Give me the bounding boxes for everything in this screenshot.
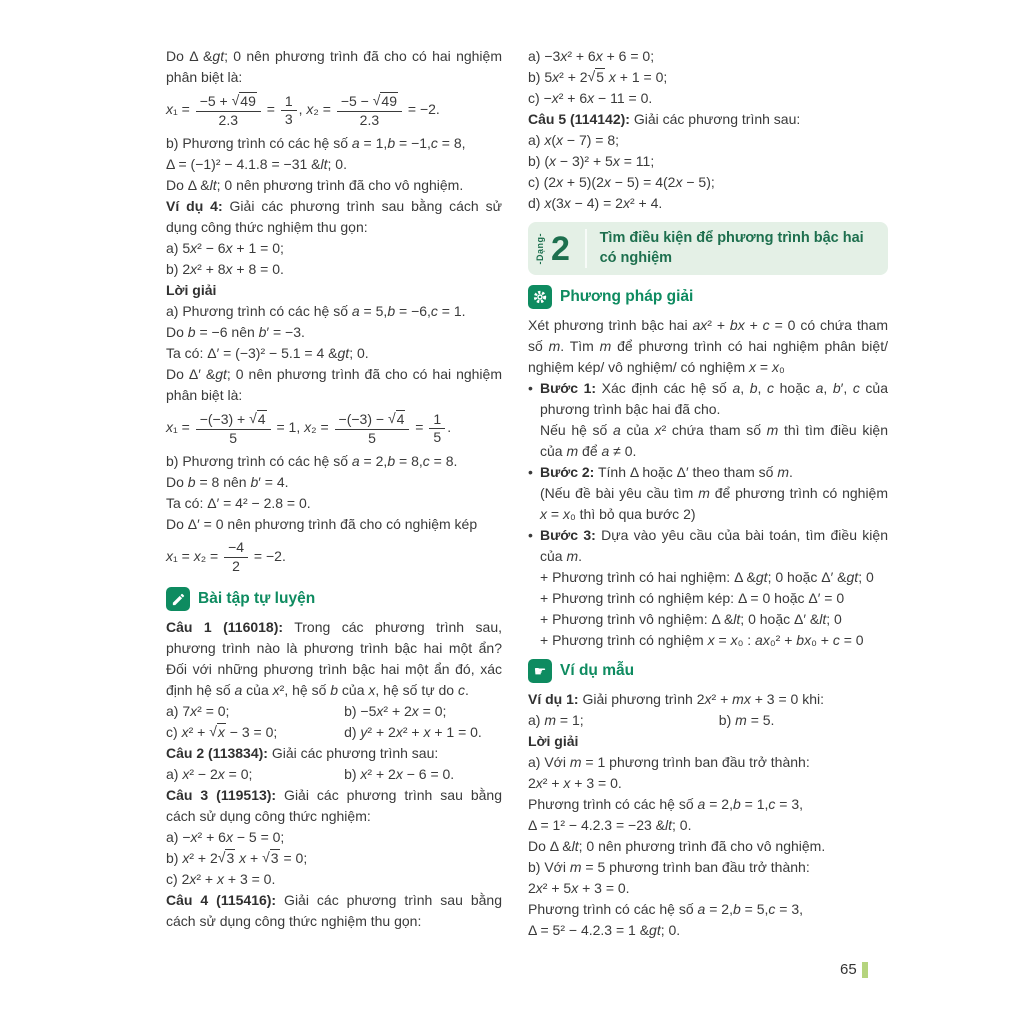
text-line: Ví dụ 4: Giải các phương trình sau bằng cách sử dụng công thức nghiệm thu gọn: (166, 198, 503, 235)
text-line: + Phương trình có hai nghiệm: Δ &gt; 0 hoặc Δ′ &gt; 0 (540, 569, 874, 586)
bold-label: Bước 2: (540, 464, 595, 481)
math-expression: −5x² + 2x = 0; (360, 703, 447, 719)
option-row (528, 710, 888, 731)
text-line: a) 5x² − 6x + 1 = 0; (166, 240, 284, 256)
option-item: a) m = 1; (528, 712, 584, 729)
left-column (166, 46, 502, 941)
math-expression: 2x² + mx + 3 = 0 (696, 691, 799, 708)
math-expression: x² (272, 682, 285, 698)
option-row (166, 701, 502, 722)
text-line: Do Δ′ = 0 nên phương trình đã cho có nghiệm kép (166, 516, 478, 532)
section-heading (528, 285, 888, 309)
math-expression: x(3x − 4) = 2x² + 4. (544, 195, 663, 211)
text-line: Phương trình có các hệ số a = 2,b = 5,c = 3, (528, 901, 804, 918)
text-line: a) Với m = 1 phương trình ban đầu trở thành: (528, 754, 810, 771)
math-expression: Δ = (−1)² − 4.1.8 = −31 &lt; 0. (166, 156, 347, 172)
text-line: Câu 5 (114142): Giải các phương trình sau: (528, 111, 801, 127)
math-expression: x(x − 7) = 8; (544, 132, 620, 148)
math-expression: a = 2,b = 1,c = 3, (697, 796, 804, 813)
text-line: a) −x² + 6x − 5 = 0; (166, 829, 285, 845)
square-root: √x (209, 723, 225, 740)
square-root: √5 (587, 68, 605, 85)
text-line: + Phương trình có nghiệm x = x₀ : ax₀² + bx₀ + c = 0 (540, 632, 864, 649)
option-item: c) x² + √x − 3 = 0; (166, 723, 278, 740)
math-expression: Δ &lt; 0 (711, 611, 756, 628)
square-root: √4 (249, 410, 266, 427)
text-line: Ta có: Δ′ = (−3)² − 5.1 = 4 &gt; 0. (166, 345, 369, 361)
section-heading-label: Phương pháp giải (560, 288, 694, 306)
text-line: c) (2x + 5)(2x − 5) = 4(2x − 5); (528, 174, 715, 190)
option-item: a) 7x² = 0; (166, 703, 230, 719)
math-expression: 5x² − 6x + 1 = 0; (182, 240, 284, 256)
math-expression: 2x² + 8x + 8 = 0. (182, 261, 284, 277)
section-heading (166, 587, 502, 611)
math-expression: 5x² + 2√5 x + 1 = 0; (544, 68, 668, 85)
math-expression: a = 2,b = 8,c = 8. (351, 453, 458, 469)
bold-label: Câu 4 (115416): (166, 892, 277, 908)
math-expression: b = −6 (187, 324, 228, 340)
text-line (166, 154, 502, 175)
math-expression: (2x + 5)(2x − 5) = 4(2x − 5); (543, 174, 715, 190)
gear-icon (528, 285, 552, 309)
square-root: √49 (372, 92, 397, 109)
math-expression: x = x₀ (749, 359, 785, 376)
two-column-layout (166, 46, 888, 941)
page-number: 65 (840, 961, 857, 978)
math-expression: Δ′ (676, 464, 689, 481)
math-expression: x₁ = $\frac{-5 + √49}{2.3}$ = $\frac{1}{3}$ , x₂ = $\frac{-5 - √49}{2.3}$ = −2. (166, 92, 440, 128)
text-line: Do Δ′ &gt; 0 nên phương trình đã cho có hai nghiệm phân biệt là: (166, 366, 502, 403)
math-expression: Δ′ &gt; 0 (188, 366, 244, 382)
math-expression: Δ′ &gt; 0 (821, 569, 874, 586)
text-line: Do Δ &lt; 0 nên phương trình đã cho vô nghiệm. (166, 177, 464, 193)
section-heading-label: Ví dụ mẫu (560, 662, 635, 680)
math-expression: −x² + 6x − 5 = 0; (182, 829, 285, 845)
fraction: $\frac{-(-3) + √4}{5}$ (196, 410, 271, 447)
square-root: √3 (262, 849, 279, 866)
option-item: b) m = 5. (718, 712, 775, 729)
math-expression: −3x² + 6x + 6 = 0; (544, 48, 655, 64)
text-line (528, 815, 888, 836)
math-expression: c (852, 380, 860, 397)
text-line: b) Phương trình có các hệ số a = 2,b = 8,c = 8. (166, 453, 458, 469)
math-expression: b (749, 380, 758, 397)
text-line (528, 731, 888, 752)
bold-label: Lời giải (528, 733, 579, 750)
math-expression: c (457, 682, 465, 698)
bold-label: Bước 1: (540, 380, 597, 397)
text-line: a) −3x² + 6x + 6 = 0; (528, 48, 655, 64)
math-expression: m = 5 (569, 859, 606, 876)
math-expression: Δ′ = 0 (808, 590, 845, 607)
math-expression: Δ &lt; 0 (549, 838, 595, 855)
text-line: (Nếu đề bài yêu cầu tìm m để phương trình có nghiệm x = x₀ thì bỏ qua bước 2) (540, 485, 889, 523)
text-line: Do b = 8 nên b′ = 4. (166, 474, 289, 490)
math-expression: Δ &lt; 0 (187, 177, 233, 193)
math-expression: b′ = 4. (250, 474, 289, 490)
text-line: + Phương trình vô nghiệm: Δ &lt; 0 hoặc Δ′ &lt; 0 (540, 611, 842, 628)
fraction: $\frac{-(-3) - √4}{5}$ (335, 410, 410, 447)
math-expression: x = x₀ (540, 506, 576, 523)
pen-nib-icon (166, 587, 190, 611)
math-expression: m (548, 338, 561, 355)
math-expression: x (368, 682, 376, 698)
text-line: Câu 3 (119513): Giải các phương trình sau bằng cách sử dụng công thức nghiệm: (166, 787, 502, 824)
math-expression: x² + 2x − 6 = 0. (360, 766, 455, 782)
bold-label: Ví dụ 1: (528, 691, 579, 708)
bold-label: Câu 2 (113834): (166, 745, 268, 761)
math-expression: a ≠ 0. (601, 443, 637, 460)
math-expression: m = 1; (544, 712, 584, 729)
math-expression: a (732, 380, 741, 397)
section-heading (528, 659, 888, 683)
math-expression: m (698, 485, 710, 502)
pointing-hand-icon: ☛ (528, 659, 552, 683)
math-expression: m (566, 548, 579, 565)
text-line: d) x(3x − 4) = 2x² + 4. (528, 195, 663, 211)
text-line: Câu 2 (113834): Giải các phương trình sau: (166, 745, 439, 761)
text-line: Do b = −6 nên b′ = −3. (166, 324, 305, 340)
math-expression: c (767, 380, 775, 397)
option-row (166, 722, 502, 743)
fraction: $\frac{1}{3}$ (281, 93, 297, 129)
math-expression: a (612, 422, 621, 439)
math-expression: x² (654, 422, 667, 439)
text-line: Nếu hệ số a của x² chứa tham số m thì tìm điều kiện của m để a ≠ 0. (540, 422, 888, 460)
option-item: d) y² + 2x² + x + 1 = 0. (344, 724, 482, 740)
bold-label: Lời giải (166, 282, 217, 298)
formula-line (166, 406, 502, 451)
text-line: Câu 4 (115416): Giải các phương trình sau bằng cách sử dụng công thức nghiệm thu gọn: (166, 892, 502, 929)
text-line: b) (x − 3)² + 5x = 11; (528, 153, 655, 169)
math-expression: a (815, 380, 824, 397)
right-column (528, 46, 888, 941)
math-expression: a = 5,b = −6,c = 1. (351, 303, 466, 319)
bold-label: Câu 3 (119513): (166, 787, 277, 803)
fraction: $\frac{-4}{2}$ (224, 539, 248, 575)
text-line: b) Với m = 5 phương trình ban đầu trở thành: (528, 859, 810, 876)
text-line: Do Δ &gt; 0 nên phương trình đã cho có hai nghiệm phân biệt là: (166, 48, 502, 85)
text-line (528, 773, 888, 794)
formula-line (166, 535, 502, 579)
section-heading-label: Bài tập tự luyện (198, 590, 316, 607)
dang-divider (585, 229, 587, 268)
math-expression: x₁ = x₂ = $\frac{-4}{2}$ = −2. (166, 539, 286, 574)
math-expression: m (777, 464, 789, 481)
math-expression: m = 1 (569, 754, 606, 771)
text-line: c) 2x² + x + 3 = 0. (166, 871, 276, 887)
step-line: • Bước 2: Tính Δ hoặc Δ′ theo tham số m. (528, 462, 888, 483)
math-expression: b = 8 (187, 474, 220, 490)
math-expression: m (566, 443, 579, 460)
bold-label: Ví dụ 4: (166, 198, 223, 214)
square-root: √3 (217, 849, 235, 866)
option-item: b) x² + 2x − 6 = 0. (344, 766, 455, 782)
fraction: $\frac{1}{5}$ (429, 411, 445, 447)
text-line: Ví dụ 1: Giải phương trình 2x² + mx + 3 = 0 khi: (528, 691, 824, 708)
text-line: + Phương trình có nghiệm kép: Δ = 0 hoặc Δ′ = 0 (540, 590, 845, 607)
text-line: a) x(x − 7) = 8; (528, 132, 620, 148)
text-line (166, 280, 502, 301)
math-expression: Δ = 1² − 4.2.3 = −23 &lt; 0. (528, 817, 692, 834)
bold-label: Câu 1 (116018): (166, 619, 284, 635)
text-line (528, 920, 888, 941)
text-line: Do Δ &lt; 0 nên phương trình đã cho vô nghiệm. (528, 838, 826, 855)
math-expression: b′ = −3. (258, 324, 305, 340)
bold-label: Câu 5 (114142): (528, 111, 630, 127)
dang-number: 2 (551, 229, 570, 268)
math-expression: ax² + bx + c = 0 (692, 317, 796, 334)
option-item: a) x² − 2x = 0; (166, 766, 253, 782)
math-expression: x² + √x − 3 = 0; (181, 723, 278, 740)
text-line: Phương trình có các hệ số a = 2,b = 1,c = 3, (528, 796, 804, 813)
page-number-bar-icon (862, 962, 868, 978)
bold-label: Bước 3: (540, 527, 596, 544)
dang-side-label: -Dạng- (535, 232, 545, 265)
math-expression: Δ (629, 464, 639, 481)
math-expression: m (599, 338, 612, 355)
formula-line (166, 88, 502, 133)
math-expression: Δ′ = 0 (187, 516, 224, 532)
math-expression: b (330, 682, 339, 698)
math-expression: Δ = 5² − 4.2.3 = 1 &gt; 0. (528, 922, 681, 939)
square-root: √4 (387, 410, 405, 427)
math-expression: Δ &gt; 0 (734, 569, 784, 586)
math-expression: x₁ = $\frac{-(-3) + √4}{5}$ = 1, x₂ = $\frac{-(-3) - √4}{5}$ = $\frac{1}{5}$ . (166, 410, 452, 446)
math-expression: b′ (832, 380, 844, 397)
text-line: c) −x² + 6x − 11 = 0. (528, 90, 653, 106)
option-item: b) −5x² + 2x = 0; (344, 703, 447, 719)
page-footer (840, 961, 868, 978)
text-line (528, 878, 888, 899)
text-line: Câu 1 (116018): Trong các phương trình sau, phương trình nào là phương trình bậc hai một ẩn? Đối với những phương trình bậc hai một ẩn đó, xác định hệ số a của x², hệ số b của x, hệ số tự do c. (166, 619, 502, 698)
math-expression: (x − 3)² + 5x = 11; (544, 153, 655, 169)
text-line: b) Phương trình có các hệ số a = 1,b = −1,c = 8, (166, 135, 466, 151)
math-expression: 2x² + x + 3 = 0. (181, 871, 276, 887)
math-expression: y² + 2x² + x + 1 = 0. (360, 724, 482, 740)
math-expression: x² − 2x = 0; (182, 766, 253, 782)
fraction: $\frac{-5 - √49}{2.3}$ (337, 92, 402, 129)
text-line: b) 2x² + 8x + 8 = 0. (166, 261, 284, 277)
math-expression: Δ′ = (−3)² − 5.1 = 4 &gt; 0. (207, 345, 369, 361)
dang-title: Tìm điều kiện để phương trình bậc hai có nghiệm (599, 230, 864, 266)
math-expression: x = x₀ : ax₀² + bx₀ + c = 0 (707, 632, 864, 649)
math-expression: 2x² + x + 3 = 0. (528, 775, 622, 792)
dang-box (528, 222, 888, 275)
math-expression: Δ &gt; 0 (189, 48, 242, 64)
step-line: • Bước 1: Xác định các hệ số a, b, c hoặc a, b′, c của phương trình bậc hai đã cho. (528, 378, 888, 420)
math-expression: a = 1,b = −1,c = 8, (351, 135, 466, 151)
math-expression: x² + 2√3 x + √3 = 0; (182, 849, 308, 866)
math-expression: m (766, 422, 779, 439)
math-expression: m = 5. (735, 712, 775, 729)
math-expression: a = 2,b = 5,c = 3, (697, 901, 804, 918)
math-expression: 2x² + 5x + 3 = 0. (528, 880, 630, 897)
square-root: √49 (231, 92, 256, 109)
text-line: b) 5x² + 2√5 x + 1 = 0; (528, 68, 668, 85)
math-expression: −x² + 6x − 11 = 0. (543, 90, 653, 106)
text-line: b) x² + 2√3 x + √3 = 0; (166, 849, 308, 866)
text-line: Ta có: Δ′ = 4² − 2.8 = 0. (166, 495, 311, 511)
math-expression: Δ = 0 (737, 590, 771, 607)
math-expression: Δ′ &lt; 0 (794, 611, 842, 628)
fraction: $\frac{-5 + √49}{2.3}$ (196, 92, 261, 129)
step-line: • Bước 3: Dựa vào yêu cầu của bài toán, tìm điều kiện của m. (528, 525, 888, 567)
math-expression: a (234, 682, 243, 698)
math-expression: 7x² = 0; (182, 703, 230, 719)
option-row (166, 764, 502, 785)
text-line: a) Phương trình có các hệ số a = 5,b = −6,c = 1. (166, 303, 466, 319)
text-line: Xét phương trình bậc hai ax² + bx + c = 0 có chứa tham số m. Tìm m để phương trình có hai nghiệm phân biệt/ nghiệm kép/ vô nghiệm/ có nghiệm x = x₀ (528, 317, 888, 376)
math-expression: Δ′ = 4² − 2.8 = 0. (207, 495, 311, 511)
